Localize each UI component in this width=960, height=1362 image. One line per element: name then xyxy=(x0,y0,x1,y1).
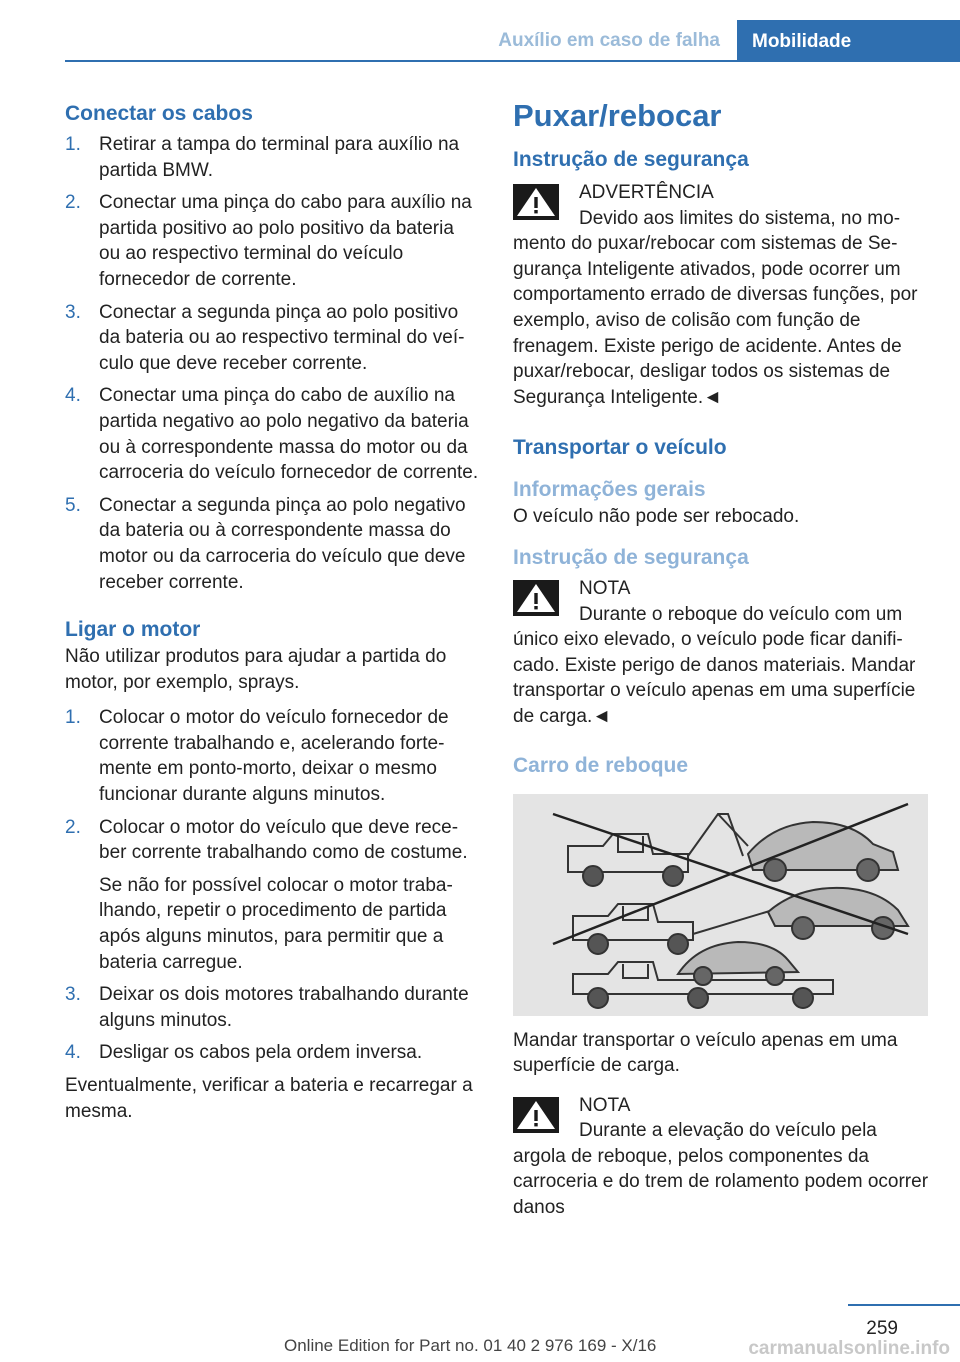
footer-edition: Online Edition for Part no. 01 40 2 976 169 - X/16 xyxy=(284,1336,657,1355)
page-number: 259 xyxy=(866,1318,898,1339)
start-engine-outro: Eventualmente, verificar a bateria e recarregar a mesma. xyxy=(65,1075,473,1122)
note-text: Durante a elevação do veículo pela argola de reboque, pelos componentes da carroceria e do trem de rolamento podem ocorrer danos xyxy=(513,1120,929,1219)
list-item: 2. Colocar o motor do veículo que deve receber corrente trabalhando como de costume. Se não for possível colocar o motor trabalhando, repetir o procedimento de partida após alguns minutos, para permitir que a bateria carregue. xyxy=(65,815,479,976)
general-info-text: O veículo não pode ser rebocado. xyxy=(513,506,800,528)
safety-heading-2: Instrução de segurança xyxy=(513,545,749,569)
warning-triangle-icon xyxy=(513,1097,559,1133)
header-chapter-tab: Mobilidade xyxy=(737,20,960,62)
list-item-note: Se não for possível colocar o motor trabalhando, repetir o procedimento de partida após alguns minutos, para permitir que a bateria carregue. xyxy=(99,874,453,973)
start-engine-intro: Não utilizar produtos para ajudar a partida do motor, por exemplo, sprays. xyxy=(65,646,447,693)
tow-truck-illustration xyxy=(513,794,928,1016)
warning-block xyxy=(513,180,933,410)
watermark: carmanualsonline.info xyxy=(748,1338,950,1359)
right-column xyxy=(513,96,933,1221)
warning-label: ADVERTÊNCIA xyxy=(579,182,714,203)
list-item: 3. Deixar os dois motores trabalhando durante alguns minutos. xyxy=(65,984,469,1031)
towing-heading: Puxar/rebocar xyxy=(513,98,722,133)
transport-heading: Transportar o veículo xyxy=(513,436,727,460)
list-item: 1. Retirar a tampa do terminal para auxílio na partida BMW. xyxy=(65,134,460,181)
safety-heading: Instrução de segurança xyxy=(513,148,749,171)
list-item: 4. Desligar os cabos pela ordem inversa. xyxy=(65,1042,423,1064)
note-label: NOTA xyxy=(579,1094,631,1116)
tow-truck-heading: Carro de reboque xyxy=(513,753,689,777)
start-engine-heading: Ligar o motor xyxy=(65,618,201,642)
warning-triangle-icon xyxy=(513,580,559,616)
note-block-2 xyxy=(513,1093,933,1221)
warning-text: Devido aos limites do sistema, no momento do puxar/rebocar com sistemas de Segurança Inteligente ativados, pode ocorrer um comportamento errado de diversas funções, por exemplo, aviso de colisão com função de frenagem. Existe perigo de acidente. Antes de puxar/rebocar, desligar todos os sistemas de Segurança Inteligente.◄ xyxy=(513,207,918,408)
tow-truck-diagram xyxy=(513,794,928,1016)
warning-triangle-icon xyxy=(513,184,559,220)
note-block xyxy=(513,576,933,730)
list-item: 4. Conectar uma pinça do cabo de auxílio na partida negativo ao polo negativo da bateria ou à correspondente massa do motor ou da carroceria do veículo fornecedor de corrente. xyxy=(65,385,479,484)
general-info-heading: Informações gerais xyxy=(513,478,706,502)
note-label: NOTA xyxy=(579,577,631,599)
header-section: Auxílio em caso de falha xyxy=(498,30,720,51)
connect-cables-heading: Conectar os cabos xyxy=(65,102,253,125)
list-item: 1. Colocar o motor do veículo fornecedor de corrente trabalhando e, acelerando fortemente em ponto-morto, deixar o mesmo funcionar durante alguns minutos. xyxy=(65,707,449,806)
left-column xyxy=(65,100,479,1124)
figure-caption: Mandar transportar o veículo apenas em uma superfície de carga. xyxy=(513,1029,898,1077)
note-text: Durante o reboque do veículo com um único eixo elevado, o veículo pode ficar danificado. Existe perigo de danos materiais. Mandar transportar o veículo apenas em uma superfície de carga.◄ xyxy=(513,603,916,727)
footer-rule xyxy=(848,1304,960,1306)
list-item: 5. Conectar a segunda pinça ao polo negativo da bateria ou à correspondente massa do motor ou da carroceria do veículo que deve receber corrente. xyxy=(65,494,466,593)
list-item: 3. Conectar a segunda pinça ao polo positivo da bateria ou ao respectivo terminal do veículo que deve receber corrente. xyxy=(65,301,465,374)
list-item: 2. Conectar uma pinça do cabo para auxílio na partida positivo ao polo positivo da bateria ou ao respectivo terminal do veículo fornecedor de corrente. xyxy=(65,192,472,290)
